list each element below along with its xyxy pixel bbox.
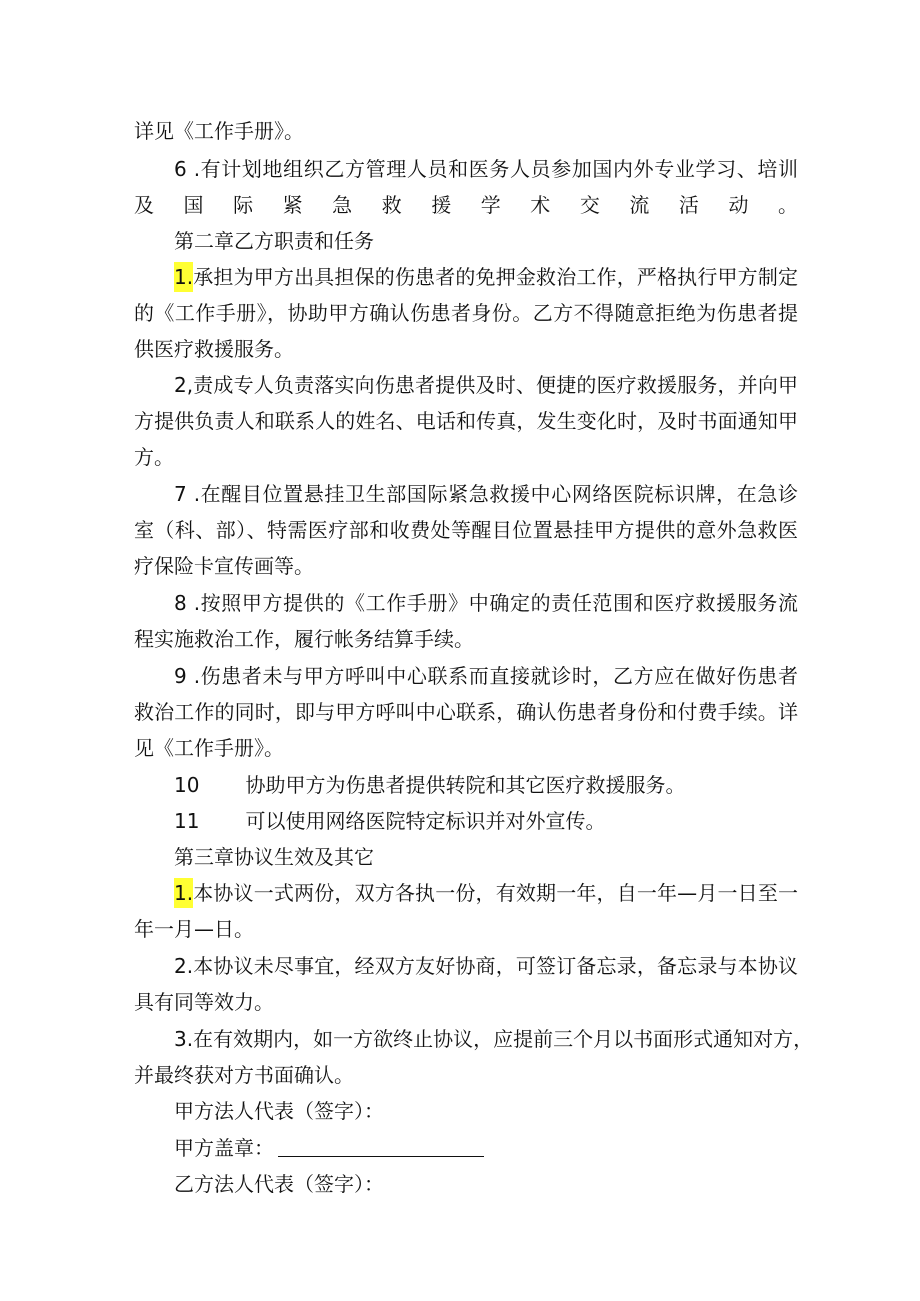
paragraph-line: 年一月—日。 bbox=[134, 917, 254, 941]
paragraph-item-1: 1.本协议一式两份，双方各执一份，有效期一年，自一年—月一日至一 bbox=[174, 878, 798, 908]
paragraph-line: 室（科、部）、特需医疗部和收费处等醒目位置悬挂甲方提供的意外急救医 bbox=[134, 518, 798, 542]
paragraph-line: 疗保险卡宣传画等。 bbox=[134, 554, 314, 578]
highlighted-number: 1. bbox=[174, 262, 193, 292]
paragraph-item-2: 2.本协议未尽事宜，经双方友好协商，可签订备忘录，备忘录与本协议 bbox=[174, 954, 798, 978]
paragraph-item-2: 2,责成专人负责落实向伤患者提供及时、便捷的医疗救援服务，并向甲 bbox=[174, 373, 798, 397]
item-number: 9 bbox=[174, 664, 187, 688]
paragraph-item-9: 9 .伤患者未与甲方呼叫中心联系而直接就诊时，乙方应在做好伤患者 bbox=[174, 661, 798, 691]
seal-party-a: 甲方盖章： bbox=[174, 1133, 798, 1163]
paragraph-item-8: 8 .按照甲方提供的《工作手册》中确定的责任范围和医疗救援服务流 bbox=[174, 588, 798, 618]
signature-party-a: 甲方法人代表（签字）： bbox=[174, 1099, 384, 1123]
chapter-heading-2: 第二章乙方职责和任务 bbox=[174, 229, 374, 253]
paragraph-line: 详见《工作手册》。 bbox=[134, 119, 304, 143]
paragraph-line: 并最终获对方书面确认。 bbox=[134, 1063, 354, 1087]
paragraph-item-7: 7 .在醒目位置悬挂卫生部国际紧急救援中心网络医院标识牌，在急诊 bbox=[174, 479, 798, 509]
signature-party-b: 乙方法人代表（签字）： bbox=[174, 1172, 384, 1196]
paragraph-item-11: 11 可以使用网络医院特定标识并对外宣传。 bbox=[174, 806, 798, 836]
paragraph-item-1: 1.承担为甲方出具担保的伤患者的免押金救治工作，严格执行甲方制定 bbox=[174, 262, 798, 292]
signature-underline bbox=[278, 1134, 484, 1157]
item-number: 6 bbox=[174, 157, 187, 181]
paragraph-item-3: 3.在有效期内，如一方欲终止协议，应提前三个月以书面形式通知对方， bbox=[174, 1027, 814, 1051]
item-number: 7 bbox=[174, 482, 187, 506]
item-number: 11 bbox=[174, 809, 200, 833]
highlighted-number: 1. bbox=[174, 878, 193, 908]
paragraph-line: 及国际紧急救援学术交流活动。 bbox=[134, 193, 798, 217]
paragraph-line: 供医疗救援服务。 bbox=[134, 337, 294, 361]
paragraph-item-6: 6 .有计划地组织乙方管理人员和医务人员参加国内外专业学习、培训 bbox=[174, 154, 798, 184]
paragraph-line: 救治工作的同时，即与甲方呼叫中心联系，确认伤患者身份和付费手续。详 bbox=[134, 700, 798, 724]
paragraph-line: 方。 bbox=[134, 445, 174, 469]
paragraph-line: 方提供负责人和联系人的姓名、电话和传真，发生变化时，及时书面通知甲 bbox=[134, 409, 798, 433]
chapter-heading-3: 第三章协议生效及其它 bbox=[174, 845, 374, 869]
paragraph-line: 的《工作手册》，协助甲方确认伤患者身份。乙方不得随意拒绝为伤患者提 bbox=[134, 301, 798, 325]
item-number: 10 bbox=[174, 773, 200, 797]
item-number: 8 bbox=[174, 591, 187, 615]
paragraph-line: 具有同等效力。 bbox=[134, 990, 274, 1014]
paragraph-line: 程实施救治工作，履行帐务结算手续。 bbox=[134, 627, 474, 651]
paragraph-line: 见《工作手册》。 bbox=[134, 736, 284, 760]
paragraph-item-10: 10 协助甲方为伤患者提供转院和其它医疗救援服务。 bbox=[174, 770, 798, 800]
